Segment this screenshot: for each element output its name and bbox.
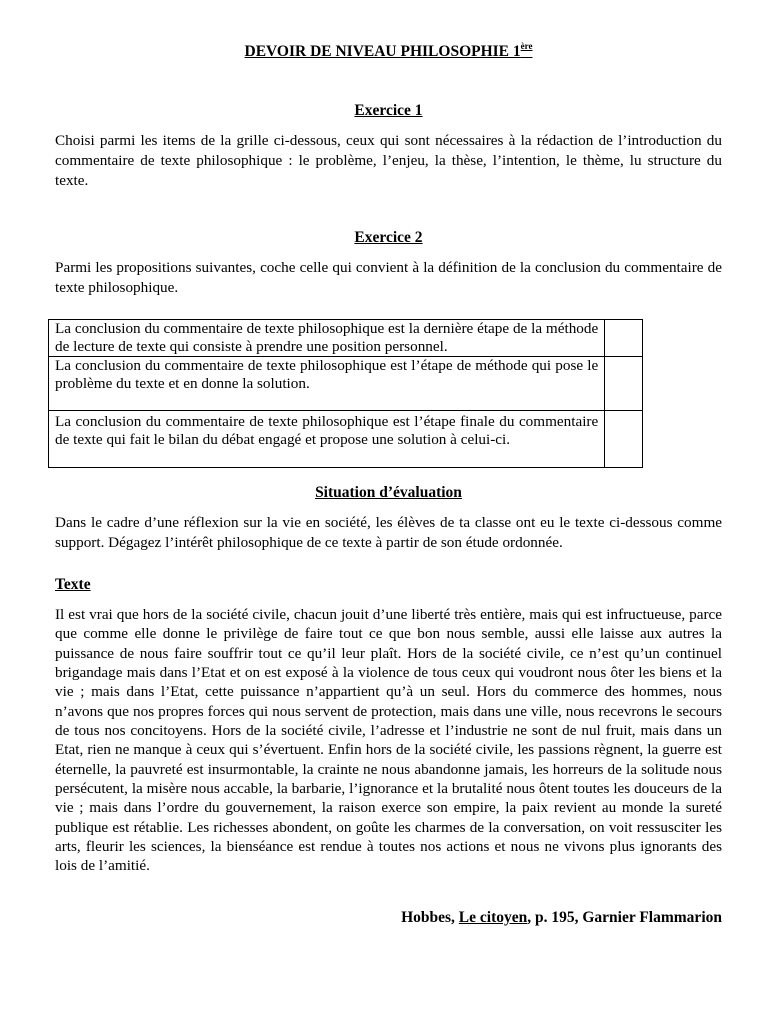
source-citation	[401, 909, 722, 927]
source-author: Hobbes,	[401, 909, 459, 926]
choice-row	[49, 357, 643, 411]
texte-body: Il est vrai que hors de la société civile, chacun jouit d’une liberté très entière, mais qui est infructueuse, parce que comme elle donne le privilège de faire tout ce que bon nous semble, aussi elle laisse aux autres la puissance de nous faire souffrir tout ce qu’il leur plaît. Hors de la société civile, ce n’est qu’un continuel brigandage mais dans l’Etat et on est exposé à la violence de tous ceux qui voudront nous ôter les biens et la vie ; mais dans l’Etat, cette puissance n’appartient qu’à un seul. Hors du commerce des hommes, nous n’avons que nos propres forces qui nous servent de protection, mais dans une ville, nous recevrons le secours de tous nos concitoyens. Hors de la société civile, l’adresse et l’industrie ne sont de nul fruit, mais dans un Etat, rien ne manque à ceux qui s’évertuent. Enfin hors de la société civile, les passions règnent, la guerre est éternelle, la pauvreté est insurmontable, la crainte ne nous abandonne jamais, les horreurs de la solitude nous persécutent, la misère nous accable, la barbarie, l’ignorance et la brutalité nous ôtent toutes les douceurs de la vie ; mais dans l’ordre du gouvernement, la raison exerce son empire, la paix revient au monde la sureté publique est rétablie. Les richesses abondent, on goûte les charmes de la conversation, on voit ressusciter les arts, fleurir les sciences, la bienséance est rendue à toutes nos actions et nous ne vivons plus ignorants des lois de l’amitié.	[55, 606, 722, 875]
source-book: Le citoyen	[458, 909, 528, 926]
choice-checkbox[interactable]	[605, 357, 643, 411]
choices-table	[48, 319, 643, 468]
choice-checkbox[interactable]	[605, 411, 643, 468]
exercice1-heading: Exercice 1	[354, 102, 423, 119]
choice-checkbox[interactable]	[605, 320, 643, 357]
choice-text: La conclusion du commentaire de texte philosophique est la dernière étape de la méthode de lecture de texte qui consiste à prendre une position personnel.	[49, 320, 605, 357]
exercice1-text: Choisi parmi les items de la grille ci-dessous, ceux qui sont nécessaires à la rédaction de l’introduction du commentaire de texte philosophique : le problème, l’enjeu, la thèse, l’intention, le thème, lu structure du texte.	[55, 132, 722, 189]
choice-text: La conclusion du commentaire de texte philosophique est l’étape de méthode qui pose le problème du texte et en donne la solution.	[49, 357, 605, 411]
situation-text: Dans le cadre d’une réflexion sur la vie en société, les élèves de ta classe ont eu le texte ci-dessous comme support. Dégagez l’intérêt philosophique de ce texte à partir de son étude ordonnée.	[55, 514, 722, 551]
choice-row	[49, 411, 643, 468]
document-title	[55, 41, 722, 61]
situation-heading: Situation d’évaluation	[315, 484, 462, 501]
choice-row	[49, 320, 643, 357]
choice-text: La conclusion du commentaire de texte philosophique est l’étape finale du commentaire de texte qui fait le bilan du débat engagé et propose une solution à celui-ci.	[49, 411, 605, 468]
exercice2-heading: Exercice 2	[354, 229, 423, 246]
source-details: , p. 195, Garnier Flammarion	[527, 909, 722, 926]
title-text: DEVOIR DE NIVEAU PHILOSOPHIE 1	[244, 43, 521, 60]
texte-heading: Texte	[55, 576, 91, 593]
title-superscript: ère	[520, 41, 533, 51]
exercice2-text: Parmi les propositions suivantes, coche celle qui convient à la définition de la conclusion du commentaire de texte philosophique.	[55, 259, 722, 296]
